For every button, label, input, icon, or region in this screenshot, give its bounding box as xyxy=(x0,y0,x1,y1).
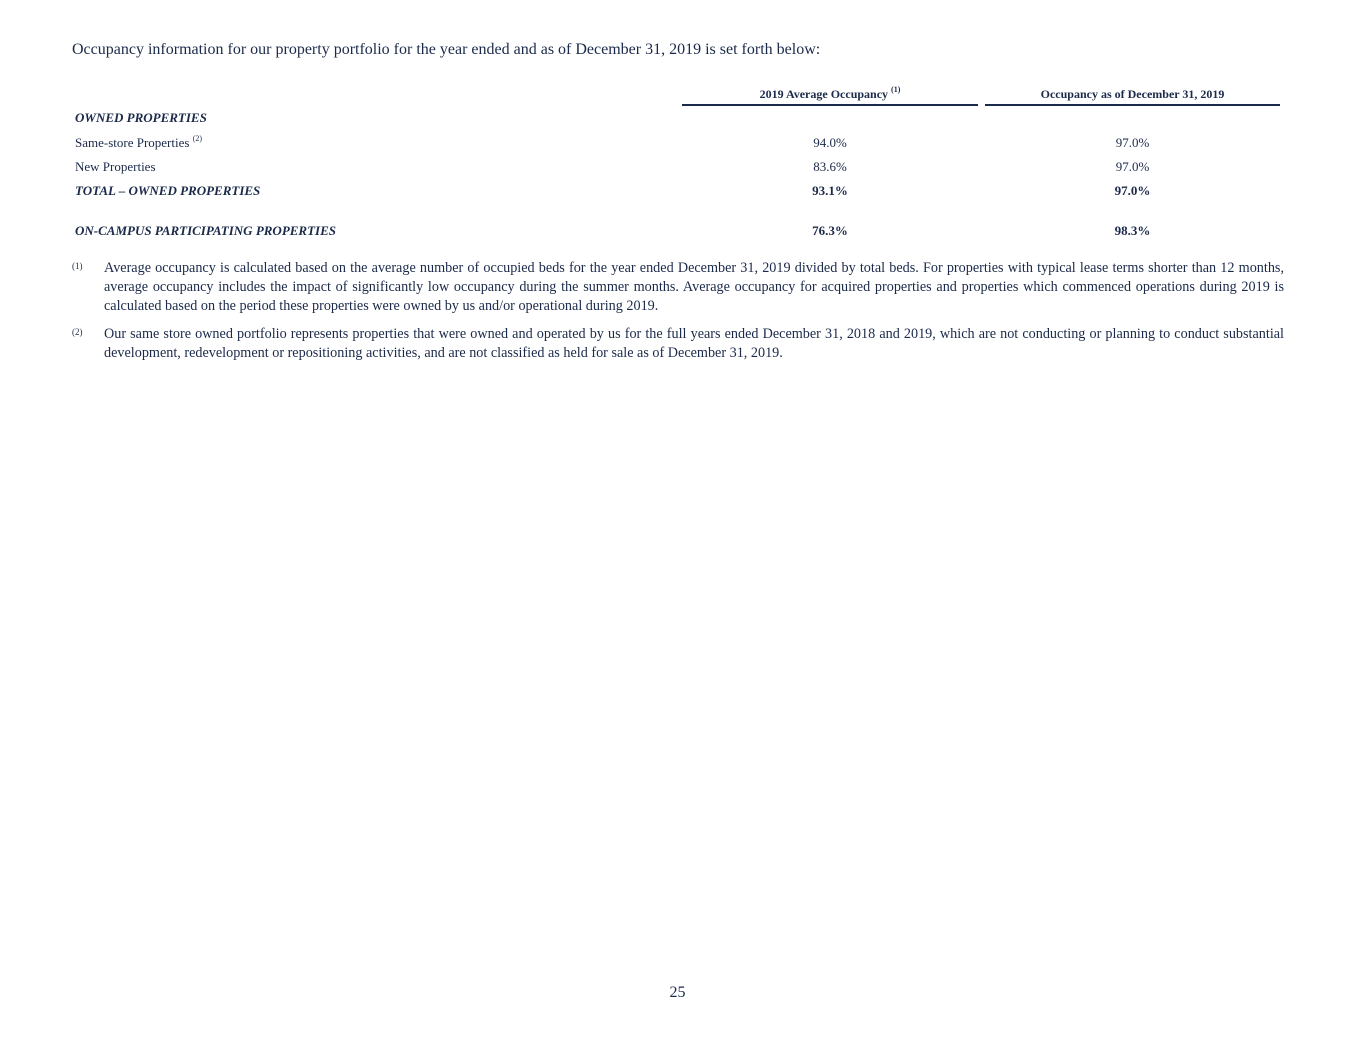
page-number: 25 xyxy=(669,984,686,1001)
footnote-text: Average occupancy is calculated based on the average number of occupied beds for the year ended December 31, 2019 divided by total beds. For properties with typical lease terms shorter than 12 months, average occupancy includes the impact of significantly low occupancy during the summer months. Average occupancy for acquired properties and properties which commenced operations during 2019 is calculated based on the period these properties were owned by us and/or operational during 2019. xyxy=(104,260,1284,314)
average-occupancy-value: 76.3% xyxy=(812,223,848,238)
occupancy-as-of-value: 97.0% xyxy=(1115,159,1150,174)
table-row-new-properties xyxy=(0,158,1355,176)
occupancy-as-of-value: 97.0% xyxy=(1115,135,1150,150)
row-label-text: ON-CAMPUS PARTICIPATING PROPERTIES xyxy=(75,223,337,238)
footnote-2 xyxy=(72,325,1284,363)
intro-text: Occupancy information for our property portfolio for the year ended and as of December 31, 2019 is set forth below: xyxy=(72,41,821,58)
owned-properties-heading: OWNED PROPERTIES xyxy=(75,110,207,125)
footnote-1 xyxy=(72,259,1284,316)
occupancy-as-of-value: 98.3% xyxy=(1114,223,1151,238)
table-row-total-owned xyxy=(0,182,1355,200)
row-label xyxy=(75,134,202,152)
column-header-average-occupancy xyxy=(682,84,978,106)
average-occupancy-value: 93.1% xyxy=(812,183,848,198)
column-header-occupancy-as-of: Occupancy as of December 31, 2019 xyxy=(985,84,1280,106)
footnote-marker: (2) xyxy=(72,327,83,337)
footnote-ref-1: (1) xyxy=(891,85,901,94)
column-header-average-occupancy-label: 2019 Average Occupancy xyxy=(759,87,889,101)
row-label-text: TOTAL – OWNED PROPERTIES xyxy=(75,183,261,198)
footnote-text: Our same store owned portfolio represents properties that were owned and operated by us for the full years ended December 31, 2018 and 2019, which are not conducting or planning to conduct substantial development, redevelopment or repositioning activities, and are not classified as held for sale as of December 31, 2019. xyxy=(104,326,1284,361)
footnote-ref-2: (2) xyxy=(192,134,203,143)
average-occupancy-value: 94.0% xyxy=(813,135,847,150)
owned-properties-heading-row xyxy=(0,109,1355,127)
average-occupancy-value: 83.6% xyxy=(813,159,847,174)
row-label-text: Same-store Properties xyxy=(75,135,190,150)
footnote-marker: (1) xyxy=(72,261,83,271)
row-label-text: New Properties xyxy=(75,159,156,174)
table-row-on-campus xyxy=(0,222,1355,240)
occupancy-as-of-value: 97.0% xyxy=(1114,183,1151,198)
table-row-same-store xyxy=(0,134,1355,152)
